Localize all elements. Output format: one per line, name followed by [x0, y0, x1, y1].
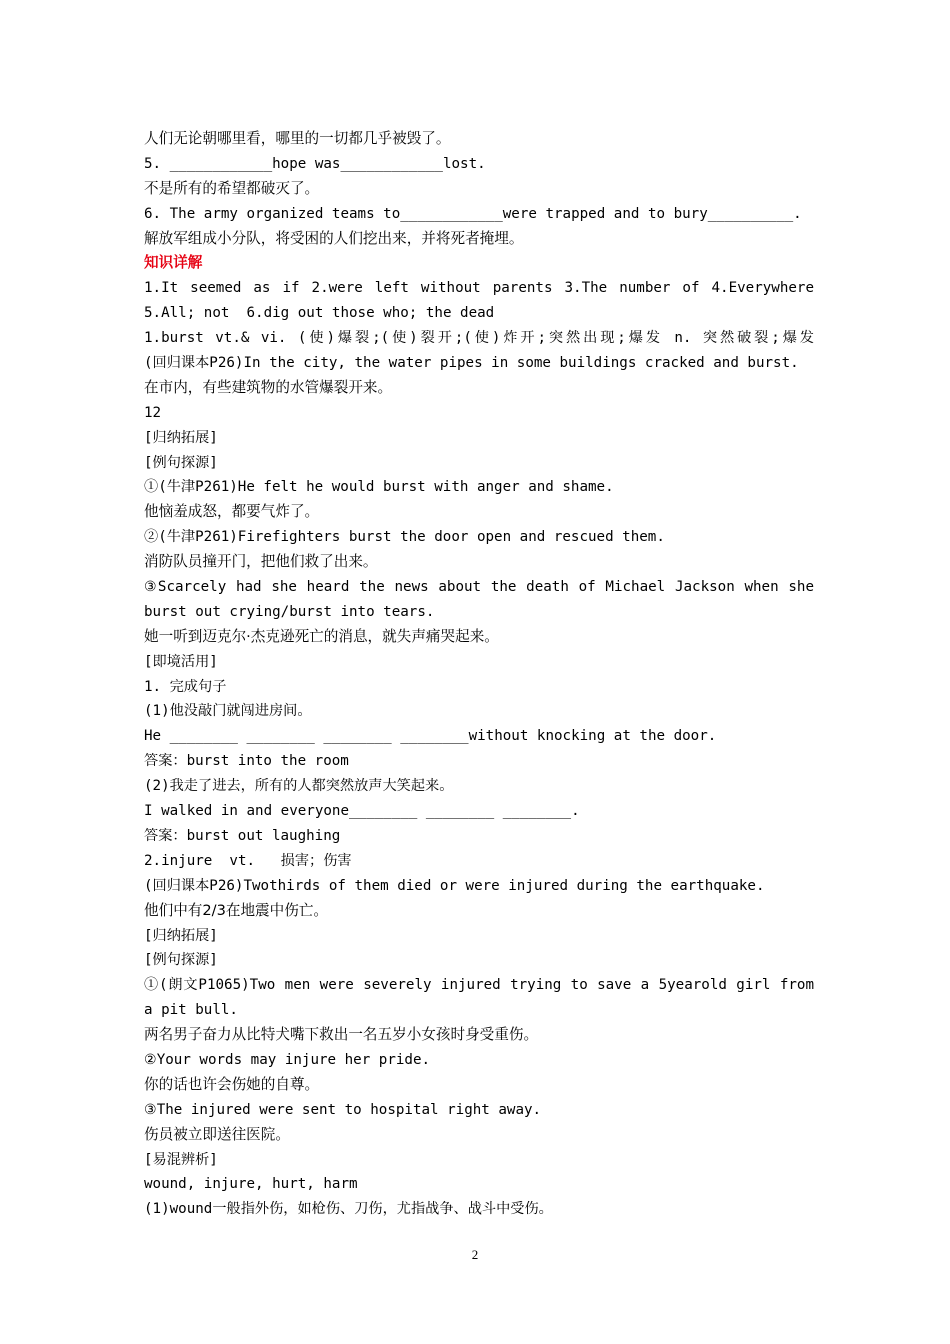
text-line: 6. The army organized teams to____________were trapped and to bury__________.	[144, 205, 802, 222]
text-line: I walked in and everyone________ ________ ________.	[144, 803, 580, 820]
text-line: [归纳拓展]	[144, 927, 218, 944]
text-line: ②(牛津P261)Firefighters burst the door open and rescued them.	[144, 529, 665, 546]
text-line: (2)我走了进去，所有的人都突然放声大笑起来。	[144, 778, 454, 795]
text-line: 不是所有的希望都破灭了。	[144, 179, 320, 197]
text-line: 12	[144, 404, 162, 421]
text-line: 解放军组成小分队，将受困的人们挖出来，并将死者掩埋。	[144, 229, 524, 247]
text-line: burst out crying/burst into tears.	[144, 603, 435, 620]
text-line: ③Scarcely had she heard the news about the death of Michael Jackson when she	[144, 579, 814, 596]
text-line: 伤员被立即送往医院。	[144, 1125, 290, 1143]
text-line: 答案：burst out laughing	[144, 827, 341, 844]
text-line: 1.burst vt.& vi. (使)爆裂;(使)裂开;(使)炸开;突然出现;爆发 n. 突然破裂;爆发	[144, 330, 814, 347]
text-line: 你的话也许会伤她的自尊。	[144, 1075, 320, 1093]
section-heading: 知识详解	[144, 254, 203, 272]
text-line: ①(朗文P1065)Two men were severely injured trying to save a 5yearold girl from	[144, 977, 814, 994]
text-line: 消防队员撞开门，把他们救了出来。	[144, 553, 378, 571]
text-line: ①(牛津P261)He felt he would burst with anger and shame.	[144, 479, 614, 496]
text-line: 1. 完成句子	[144, 678, 227, 695]
text-line: [例句探源]	[144, 952, 218, 969]
page-number: 2	[471, 1247, 479, 1262]
text-line: 人们无论朝哪里看，哪里的一切都几乎被毁了。	[144, 130, 451, 147]
text-line: (1)他没敲门就闯进房间。	[144, 703, 312, 720]
text-line: [即境活用]	[144, 653, 218, 670]
text-line: 在市内，有些建筑物的水管爆裂开来。	[144, 378, 393, 396]
text-line: wound, injure, hurt, harm	[144, 1176, 358, 1193]
text-line: 5. ____________hope was____________lost.	[144, 155, 486, 172]
text-line: (回归课本P26)In the city, the water pipes in some buildings cracked and burst.	[144, 355, 799, 372]
text-line: 她一听到迈克尔·杰克逊死亡的消息，就失声痛哭起来。	[144, 627, 499, 645]
text-line: 2.injure vt. 损害；伤害	[144, 852, 352, 869]
text-line: 两名男子奋力从比特犬嘴下救出一名五岁小女孩时身受重伤。	[144, 1026, 539, 1044]
text-line: ③The injured were sent to hospital right away.	[144, 1101, 542, 1118]
text-line: (1)wound一般指外伤，如枪伤、刀伤，尤指战争、战斗中受伤。	[144, 1201, 553, 1218]
text-line: 1.It seemed as if 2.were left without parents 3.The number of 4.Everywhere	[144, 280, 814, 297]
text-line: He ________ ________ ________ ________without knocking at the door.	[144, 728, 717, 745]
text-line: 5.All; not 6.dig out those who; the dead	[144, 305, 495, 322]
text-line: [例句探源]	[144, 454, 218, 471]
text-line: a pit bull.	[144, 1002, 238, 1019]
text-line: 他恼羞成怒，都要气炸了。	[144, 503, 320, 521]
text-line: 他们中有2/3在地震中伤亡。	[144, 901, 329, 919]
text-line: [易混辨析]	[144, 1151, 218, 1168]
document-body	[144, 127, 814, 1222]
text-line: 答案：burst into the room	[144, 753, 349, 770]
text-line: (回归课本P26)Twothirds of them died or were injured during the earthquake.	[144, 877, 765, 894]
text-line: [归纳拓展]	[144, 429, 218, 446]
text-line: ②Your words may injure her pride.	[144, 1051, 431, 1068]
